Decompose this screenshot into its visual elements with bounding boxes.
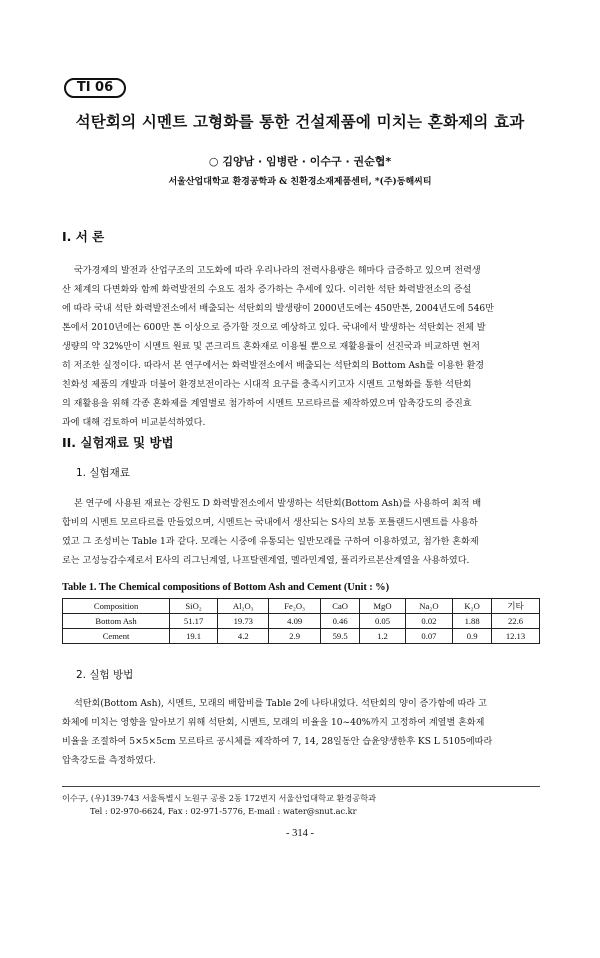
- table-header-cell: Fe₂O₃: [269, 599, 320, 614]
- method-heading: 2. 실험 방법: [76, 669, 134, 681]
- page-number: - 314 -: [286, 828, 314, 839]
- methods-heading: II. 실험재료 및 방법: [62, 435, 174, 450]
- table-cell: 22.6: [491, 614, 539, 629]
- text-line: 히 저조한 실정이다. 따라서 본 연구에서는 화력발전소에서 배출되는 석탄회의 Bottom Ash를 이용한 환경: [62, 361, 485, 371]
- text-line: 국가경제의 발전과 산업구조의 고도화에 따라 우리나라의 전력사용량은 해마다 급증하고 있으며 전력생: [74, 266, 481, 276]
- footnote-divider: [62, 786, 540, 787]
- table-header-row: [63, 599, 540, 614]
- text-line: 비율을 조절하여 5×5×5cm 모르타르 공시체를 제작하여 7, 14, 28일동안 습윤양생한후 KS L 5105에따라: [62, 737, 493, 747]
- table-cell: 4.09: [269, 614, 320, 629]
- text-line: 였고 그 조성비는 Table 1과 같다. 모래는 시중에 유통되는 일반모래를 구하여 이용하였고, 첨가한 혼화제: [62, 537, 479, 547]
- text-line: 로는 고성능감수제로서 E사의 리그닌계열, 나프탈렌계열, 멜라민계열, 폴리카르본산계열을 사용하였다.: [62, 556, 470, 566]
- table-cell: Cement: [63, 629, 170, 644]
- table-cell: 51.17: [170, 614, 218, 629]
- table-cell: 0.46: [320, 614, 360, 629]
- text-line: 톤에서 2010년에는 600만 톤 이상으로 증가할 것으로 예상하고 있다. 국내에서 발생하는 석탄회는 전체 발: [62, 323, 486, 333]
- table-cell: 12.13: [491, 629, 539, 644]
- materials-paragraph: [62, 495, 542, 571]
- text-line: 의 재활용을 위해 각종 혼화제를 계열별로 첨가하여 시멘트 모르타르를 제작하였으며 압축강도의 증진효: [62, 399, 472, 409]
- affiliation: 서울산업대학교 환경공학과 & 친환경소재제품센터, *(주)동해씨티: [168, 177, 432, 187]
- table-cell: 0.05: [360, 614, 405, 629]
- table-cell: 19.73: [218, 614, 269, 629]
- text-line: 친화성 제품의 개발과 더불어 환경보전이라는 시대적 요구를 충족시키고자 시멘트 고형화를 통한 석탄회: [62, 380, 472, 390]
- table-row: [63, 629, 540, 644]
- table-cell: 2.9: [269, 629, 320, 644]
- materials-heading: 1. 실험재료: [76, 467, 130, 479]
- table-cell: 4.2: [218, 629, 269, 644]
- table-header-cell: 기타: [491, 599, 539, 614]
- paper-title: 석탄회의 시멘트 고형화를 통한 건설제품에 미치는 혼화제의 효과: [75, 113, 525, 131]
- table-header-cell: SiO₂: [170, 599, 218, 614]
- text-line: 산 체계의 다변화와 함께 화력발전의 수요도 점차 증가하는 추세에 있다. 이러한 석탄 화력발전소의 증설: [62, 285, 472, 295]
- table-header-cell: Na₂O: [405, 599, 453, 614]
- chemical-composition-table: [62, 598, 540, 644]
- text-line: 화체에 미치는 영향을 알아보기 위해 석탄회, 시멘트, 모래의 비율을 10~40%까지 고정하여 계열별 혼화제: [62, 718, 485, 728]
- text-line: 석탄회(Bottom Ash), 시멘트, 모래의 배합비를 Table 2에 나타내었다. 석탄회의 양이 증가함에 따라 고: [74, 699, 487, 709]
- table-body: [63, 614, 540, 644]
- table-header-cell: K₂O: [453, 599, 492, 614]
- intro-heading: I. 서 론: [62, 229, 105, 244]
- text-line: 본 연구에 사용된 재료는 강원도 D 화력발전소에서 발생하는 석탄회(Bottom Ash)를 사용하여 최적 배: [74, 499, 482, 509]
- author-list: ○ 김양남 · 임병란 · 이수구 · 권순협*: [208, 155, 392, 168]
- table-row: [63, 614, 540, 629]
- table-cell: 0.07: [405, 629, 453, 644]
- table-cell: 59.5: [320, 629, 360, 644]
- table-header-cell: MgO: [360, 599, 405, 614]
- table-header-cell: CaO: [320, 599, 360, 614]
- table-cell: 19.1: [170, 629, 218, 644]
- text-line: 에 따라 국내 석탄 화력발전소에서 배출되는 석탄회의 발생량이 2000년도에는 450만톤, 2004년도에 546만: [62, 304, 494, 314]
- intro-paragraph: [62, 262, 542, 433]
- text-line: 합비의 시멘트 모르타르를 만들었으며, 시멘트는 국내에서 생산되는 S사의 보통 포틀랜드시멘트를 사용하: [62, 518, 478, 528]
- footnote-contact: 이수구, (우)139-743 서울특별시 노원구 공릉 2동 172번지 서울산업대학교 환경공학과: [62, 793, 377, 803]
- table-cell: Bottom Ash: [63, 614, 170, 629]
- footnote-tel: Tel : 02-970-6624, Fax : 02-971-5776, E-mail : water@snut.ac.kr: [90, 806, 357, 816]
- text-line: 압축강도를 측정하였다.: [62, 756, 156, 766]
- text-line: 과에 대해 검토하여 비교분석하였다.: [62, 418, 206, 428]
- table-cell: 1.88: [453, 614, 492, 629]
- table-cell: 0.9: [453, 629, 492, 644]
- table-header-cell: Al₂O₃: [218, 599, 269, 614]
- table-header-cell: Composition: [63, 599, 170, 614]
- table-caption: Table 1. The Chemical compositions of Bottom Ash and Cement (Unit : %): [62, 582, 389, 593]
- table-cell: 1.2: [360, 629, 405, 644]
- table-cell: 0.02: [405, 614, 453, 629]
- session-tag: TI 06: [64, 78, 126, 98]
- text-line: 생량의 약 32%만이 시멘트 원료 및 콘크리트 혼화재로 이용될 뿐으로 재활용률이 선진국과 비교하면 현저: [62, 342, 480, 352]
- method-paragraph: [62, 695, 542, 771]
